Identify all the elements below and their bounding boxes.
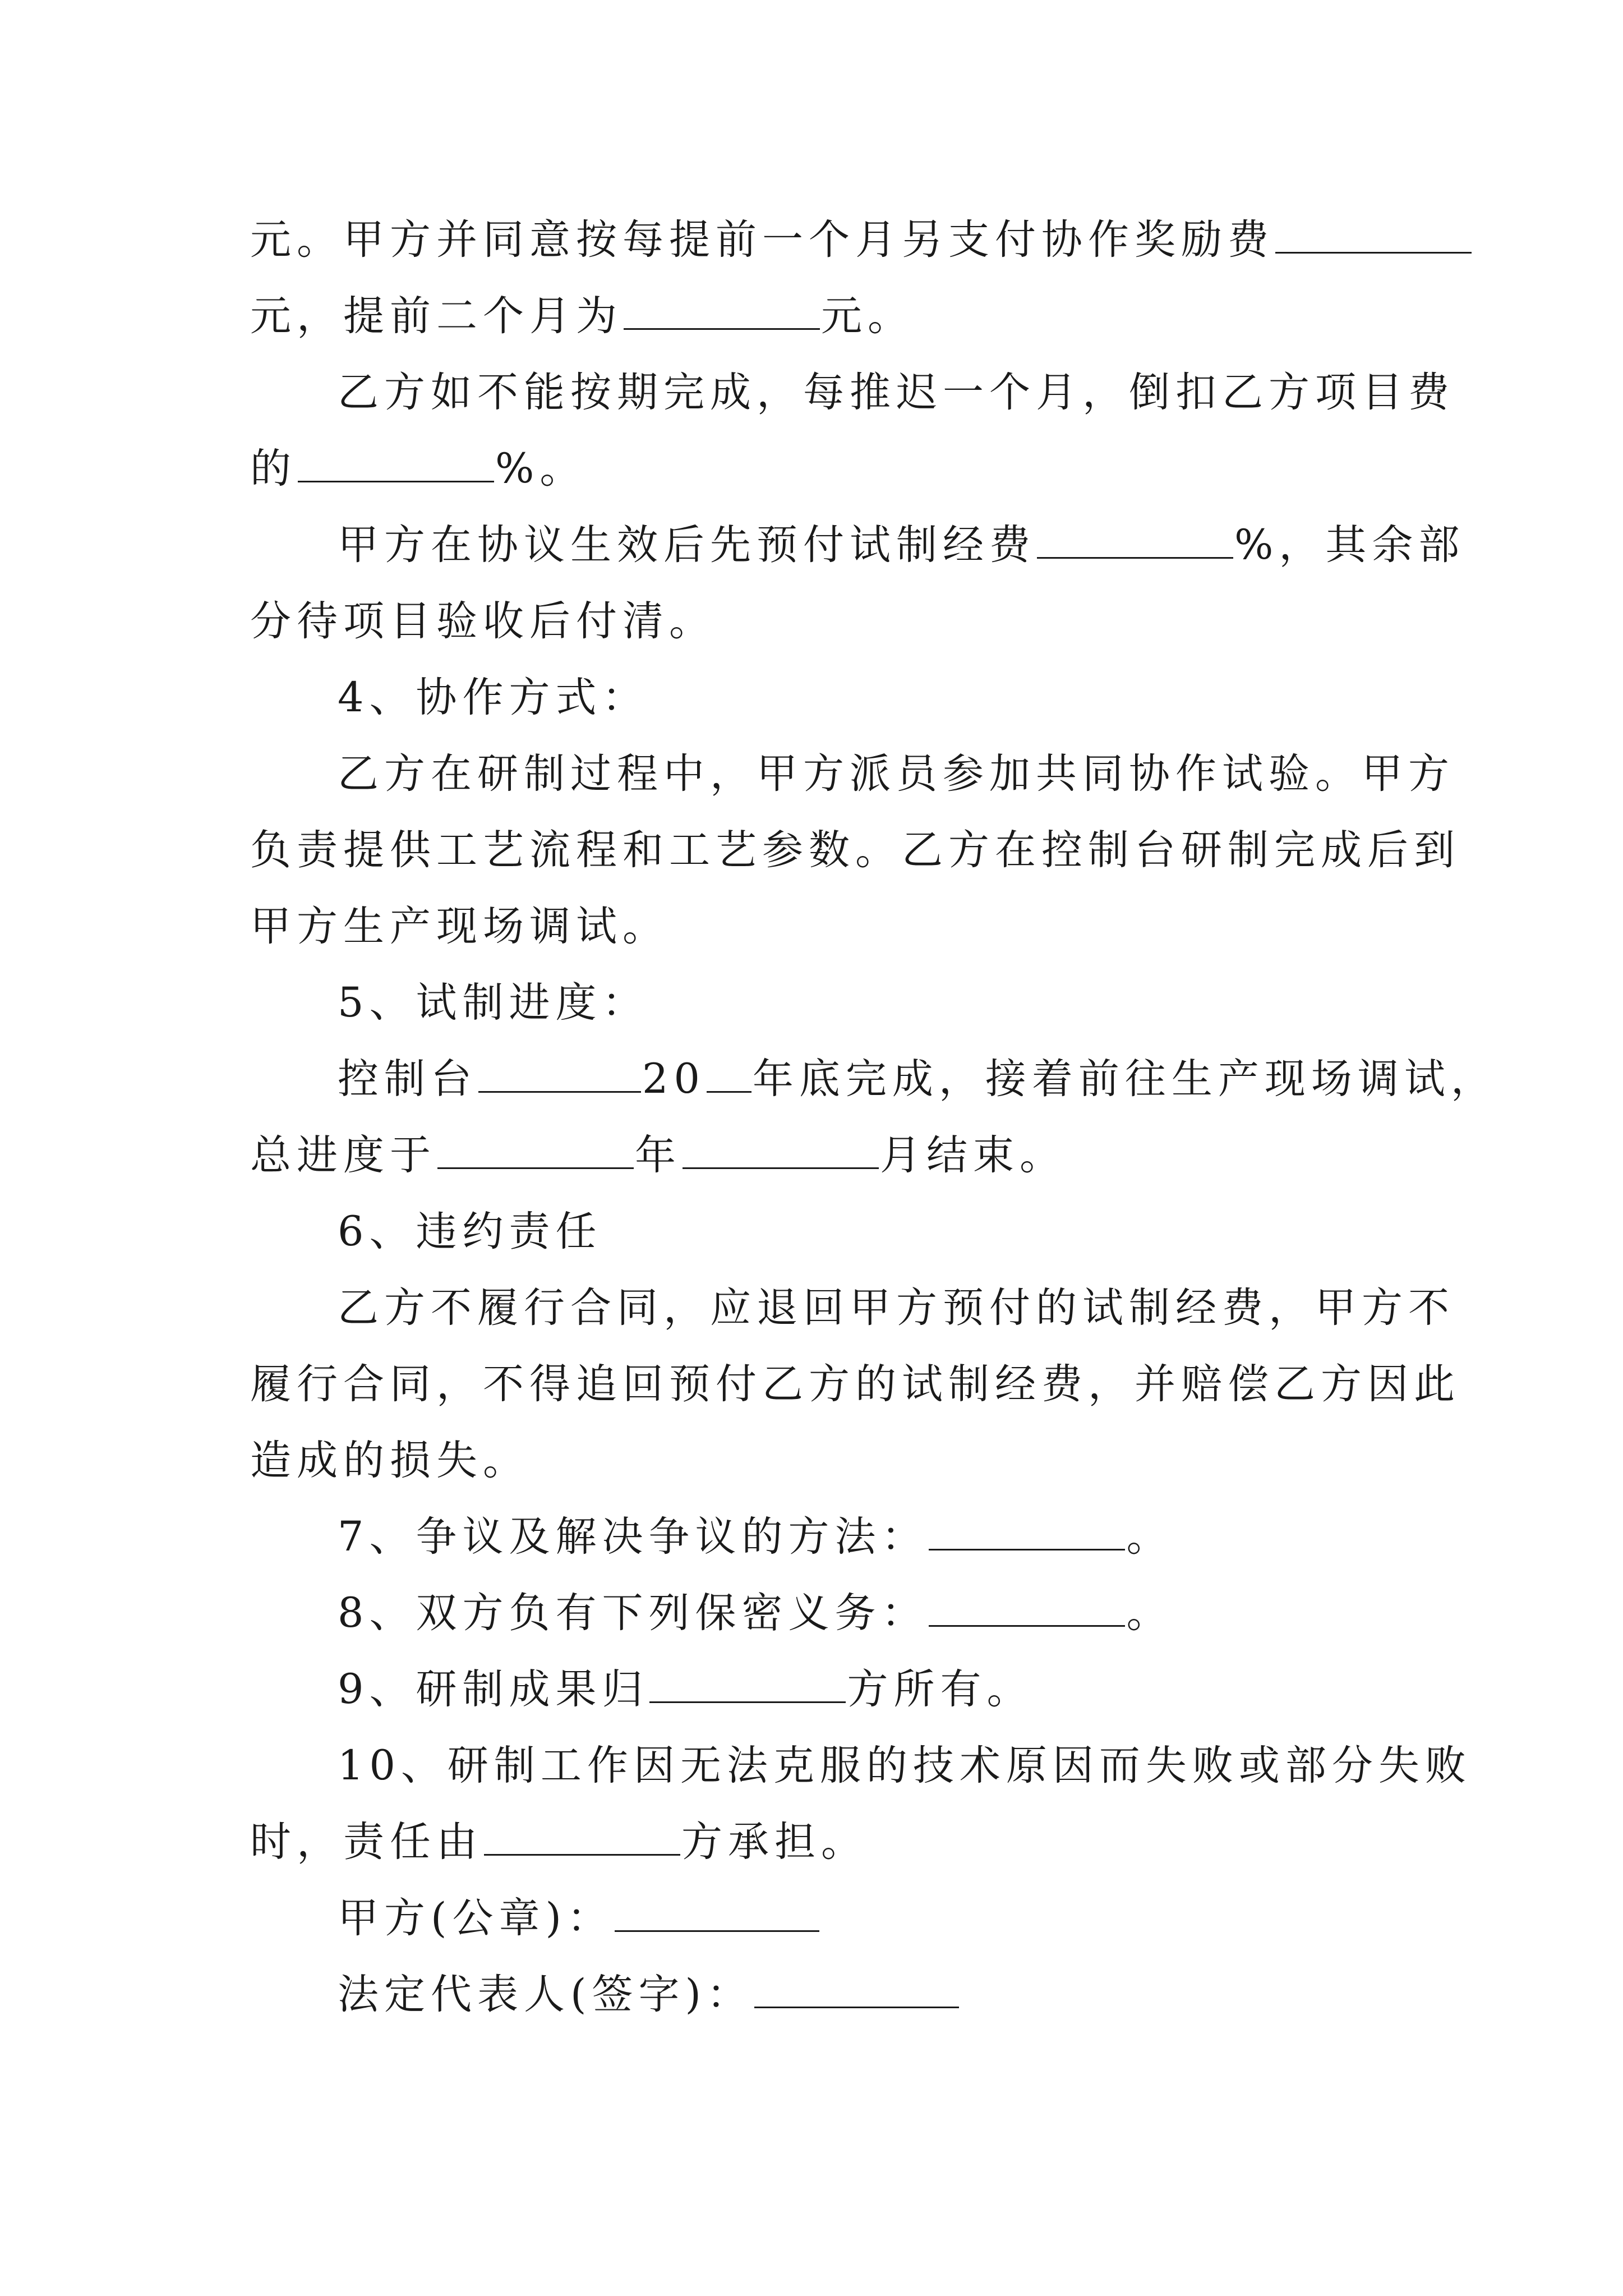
line-text: 。 [1126,1589,1173,1637]
line-text: 甲方生产现场调试。 [250,903,669,950]
line-text: 方所有。 [847,1665,1034,1713]
contract-line [250,507,1465,583]
line-text: 元。甲方并同意按每提前一个月另支付协作奖励费 [250,216,1274,264]
blank-underline [1037,519,1233,559]
section-heading [250,965,1377,1041]
line-text: 乙方不履行合同，应退回甲方预付的试制经费，甲方不 [338,1284,1455,1332]
line-text: 分待项目验收后付清。 [250,597,716,645]
line-text: 8、双方负有下列保密义务： [338,1589,928,1637]
line-text: 方承担。 [681,1818,868,1866]
contract-line [250,1346,1460,1423]
line-text: 4、协作方式： [338,674,649,721]
line-text: 年 [635,1131,681,1179]
contract-line [250,1117,1377,1194]
section-heading [250,660,1377,736]
contract-line [250,1499,1377,1575]
line-text: 元。 [821,292,914,340]
section-heading [250,1194,1377,1270]
line-text: 甲方在协议生效后先预付试制经费 [338,521,1036,569]
line-text: 5、试制进度： [338,979,649,1027]
blank-underline [615,1893,819,1932]
contract-line [250,736,1455,812]
contract-line [250,202,1377,278]
line-text: 20 [642,1055,706,1103]
contract-line [250,1728,1472,1804]
blank-underline [298,443,494,482]
line-text: 负责提供工艺流程和工艺参数。乙方在控制台研制完成后到 [250,826,1460,874]
blank-underline [754,1969,959,2008]
line-text: 乙方在研制过程中，甲方派员参加共同协作试验。甲方 [338,750,1455,798]
line-text: 9、研制成果归 [338,1665,649,1713]
contract-line [250,431,1377,507]
blank-underline [929,1588,1125,1627]
contract-line [250,583,1377,660]
contract-line [250,1804,1377,1880]
contract-line [250,1270,1455,1346]
contract-body [250,202,1497,2033]
blank-underline [478,1053,641,1093]
line-text: 。 [1126,1513,1173,1561]
blank-underline [683,1130,879,1169]
contract-line [250,1423,1377,1499]
contract-line [250,812,1460,889]
contract-line [250,355,1455,431]
contract-line [250,1651,1377,1728]
blank-underline [929,1511,1125,1550]
blank-underline [437,1130,634,1169]
line-text: 造成的损失。 [250,1437,529,1484]
line-text: 的 [250,445,297,493]
line-text: %，其余部 [1234,521,1465,569]
line-text: 时，责任由 [250,1818,483,1866]
line-text: 法定代表人(签字)： [338,1971,753,2018]
blank-underline [707,1053,751,1093]
contract-line [250,1041,1497,1117]
signature-line-party-a [250,1880,1377,1957]
line-text: %。 [495,445,587,493]
blank-underline [624,291,820,330]
contract-line [250,1575,1377,1651]
line-text: 控制台 [338,1055,477,1103]
line-text: 10、研制工作因无法克服的技术原因而失败或部分失败 [338,1742,1472,1789]
line-text: 履行合同，不得追回预付乙方的试制经费，并赔偿乙方因此 [250,1360,1460,1408]
line-text: 总进度于 [250,1131,436,1179]
contract-line [250,278,1377,355]
signature-line-legal-rep [250,1957,1377,2033]
line-text: 甲方(公章)： [338,1894,614,1942]
contract-line [250,889,1377,965]
line-text: 月结束。 [880,1131,1066,1179]
blank-underline [484,1816,680,1856]
line-text: 6、违约责任 [338,1208,602,1255]
line-text: 乙方如不能按期完成，每推迟一个月，倒扣乙方项目费 [338,369,1455,416]
line-text: 元，提前二个月为 [250,292,623,340]
line-text: 年底完成，接着前往生产现场调试， [752,1055,1497,1103]
line-text: 7、争议及解决争议的方法： [338,1513,928,1561]
blank-underline [649,1664,846,1703]
blank-underline [1275,214,1472,254]
